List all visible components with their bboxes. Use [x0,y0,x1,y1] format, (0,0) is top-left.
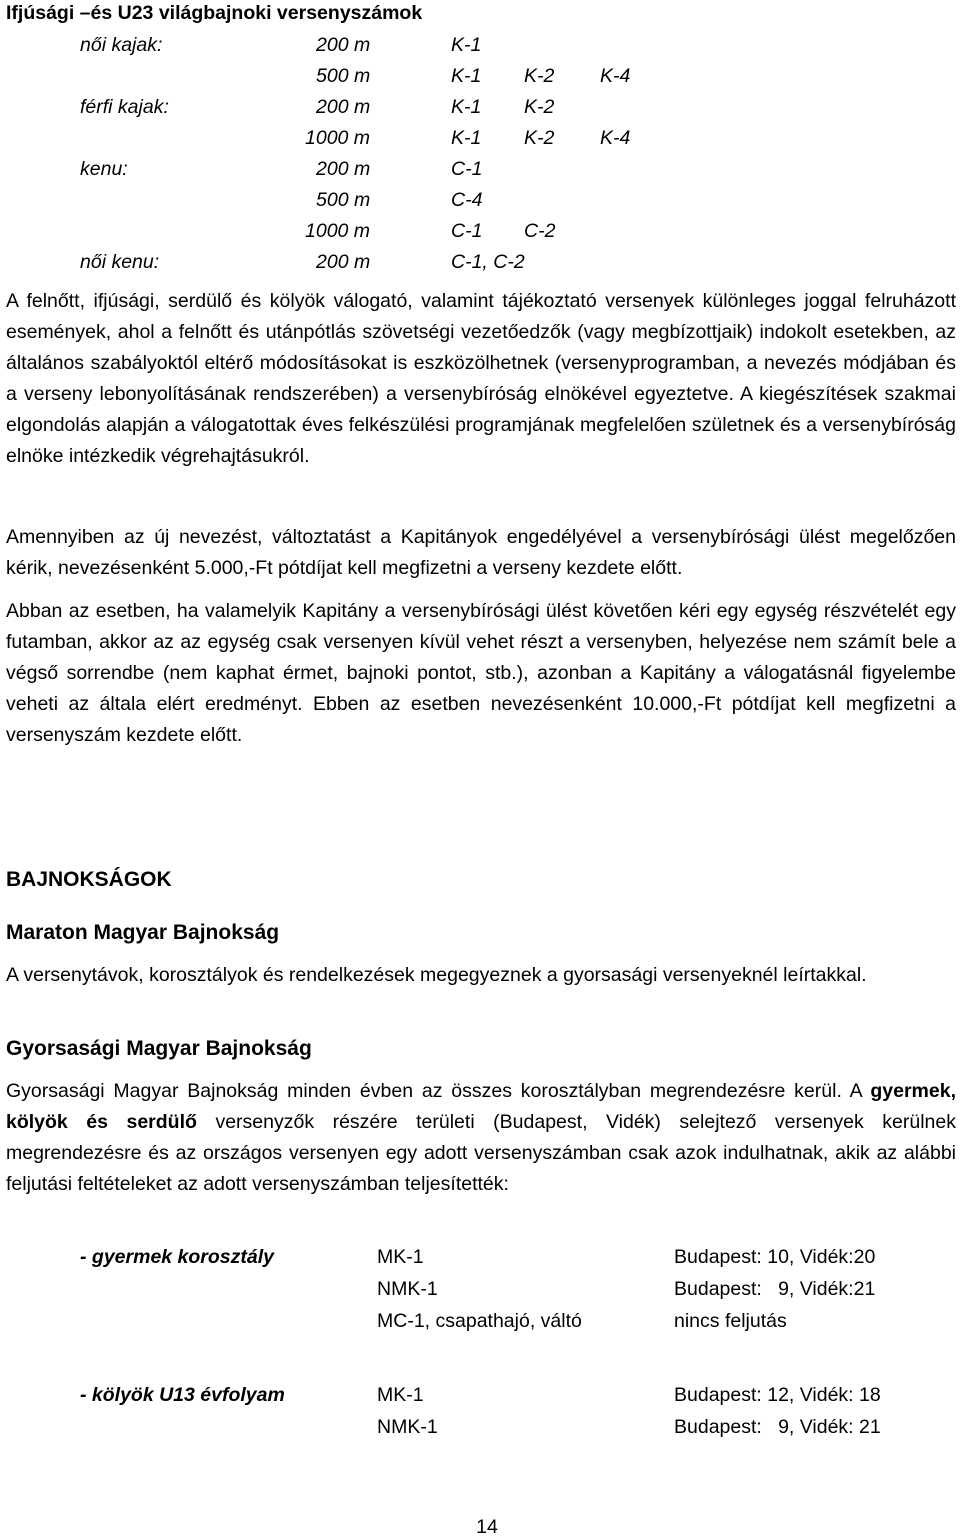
paragraph-text: Amennyiben az új nevezést, változtatást a Kapitányok engedélyével a versenybírósági ülést megelőzően kérik, nevezésenként 5.000,-Ft pótdíjat kell megfizetni a verseny kezdete előtt. [6,526,956,579]
section-title: BAJNOKSÁGOK [6,868,172,891]
event-distance: 200 m [316,158,371,180]
event-boat: C-1 [451,158,483,180]
boat-class: MK-1 [377,1384,424,1406]
boat-class: NMK-1 [377,1278,438,1300]
quota: Budapest: 10, Vidék:20 [674,1246,876,1268]
paragraph-selection-rules [6,286,956,472]
paragraph-text: versenyzők részére területi (Budapest, Vidék) selejtező versenyek kerülnek megrendezésre és az országos versenyen egy adott versenyszámban csak azok indulhatnak, akik az alábbi feljutási feltételeket az adott versenyszámban teljesítették: [6,1111,957,1195]
event-boat: K-2 [524,96,555,118]
top-heading: Ifjúsági –és U23 világbajnoki versenyszámok [6,2,423,24]
event-label: férfi kajak: [80,96,169,118]
boat-class: MC-1, csapathajó, váltó [377,1310,582,1332]
event-label: női kajak: [80,34,163,56]
quota: Budapest: 9, Vidék:21 [674,1278,876,1300]
page-number: 14 [476,1516,498,1538]
table-row [80,1278,960,1310]
event-boat: C-1, C-2 [451,251,525,273]
paragraph-text: Gyorsasági Magyar Bajnokság minden évben az összes korosztályban megrendezésre kerül. A [6,1080,862,1102]
event-distance: 1000 m [305,127,371,149]
event-boat: K-1 [451,65,482,87]
paragraph-out-of-competition [6,596,956,751]
boat-class: NMK-1 [377,1416,438,1438]
event-distance: 500 m [316,189,371,211]
event-distance: 200 m [316,96,371,118]
event-boat: K-2 [524,127,555,149]
event-boat: K-4 [600,65,631,87]
paragraph-text: A kiegészítések szakmai elgondolás alapján a válogatottak éves felkészülési programjának megfelelően születnek és a versenybíróság elnöke intézkedik végrehajtásukról. [6,383,956,467]
event-boat: C-1 [451,220,483,242]
paragraph-late-entry-fee [6,522,956,584]
quota: Budapest: 12, Vidék: 18 [674,1384,881,1406]
event-boat: K-2 [524,65,555,87]
quota: nincs feljutás [674,1310,787,1332]
paragraph-bold-text: gyermek, kölyök és serdülő [6,1080,956,1133]
table-row [80,1384,960,1416]
event-boat: C-4 [451,189,483,211]
event-distance: 200 m [316,251,371,273]
category-label: - gyermek korosztály [80,1246,275,1268]
table-row [80,1416,960,1448]
event-boat: K-1 [451,34,482,56]
boat-class: MK-1 [377,1246,424,1268]
gyorsasagi-text [6,1076,956,1200]
table-row [80,1310,960,1342]
event-label: kenu: [80,158,128,180]
maraton-title: Maraton Magyar Bajnokság [6,921,280,944]
paragraph-text: Abban az esetben, ha valamelyik Kapitány a versenybírósági ülést követően kéri egy egység részvételét egy futamban, akkor az az egység csak versenyen kívül vehet részt a versenyben, helyezése nem számít bele a végső sorrendbe (nem kaphat érmet, bajnoki pontot, stb.), azonban a Kapitány a válogatásnál figyelembe veheti az általa elért eredményt. Ebben az esetben nevezésenként 10.000,-Ft pótdíjat kell megfizetni a versenyszám kezdete előtt. [6,600,956,746]
quota: Budapest: 9, Vidék: 21 [674,1416,881,1438]
event-boat: K-4 [600,127,631,149]
event-distance: 1000 m [305,220,371,242]
table-row [80,1246,960,1278]
event-boat: K-1 [451,96,482,118]
event-distance: 500 m [316,65,371,87]
event-label: női kenu: [80,251,160,273]
maraton-text: A versenytávok, korosztályok és rendelkezések megegyeznek a gyorsasági versenyeknél leírtakkal. [6,964,867,986]
paragraph-text: A felnőtt, ifjúsági, serdülő és kölyök válogató, valamint tájékoztató versenyek különleges joggal felruházott események, ahol a felnőtt és utánpótlás szövetségi vezetőedzők (vagy megbízottjaik) indokolt esetekben, az általános szabályoktól eltérő módosításokat is eszközölhetnek (versenyprogramban, a nevezés módjában és a verseny lebonyolításának rendszerében) a versenybíróság elnökével egyeztetve. [6,290,956,405]
event-distance: 200 m [316,34,371,56]
event-boat: C-2 [524,220,556,242]
category-label: - kölyök U13 évfolyam [80,1384,285,1406]
gyorsasagi-title: Gyorsasági Magyar Bajnokság [6,1037,312,1060]
event-boat: K-1 [451,127,482,149]
